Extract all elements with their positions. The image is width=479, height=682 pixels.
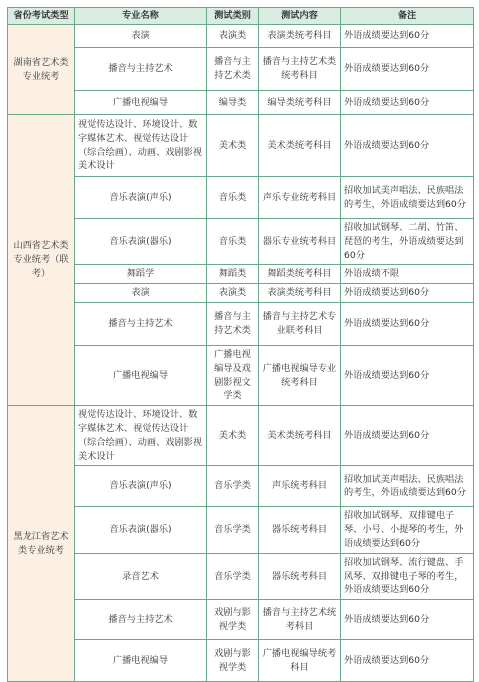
major-cell: 表演 <box>75 284 207 303</box>
category-cell: 播音与主持艺术类 <box>207 302 259 345</box>
content-cell: 表演类统考科目 <box>259 284 341 303</box>
category-cell: 音乐类 <box>207 219 259 265</box>
table-row <box>8 219 474 265</box>
major-cell: 表演 <box>75 25 207 48</box>
major-cell: 广播电视编导 <box>75 345 207 405</box>
table-row <box>8 406 474 466</box>
category-cell: 编导类 <box>207 91 259 115</box>
content-cell: 表演类统考科目 <box>259 25 341 48</box>
content-cell: 声乐统考科目 <box>259 466 341 507</box>
category-cell: 广播电视编导及戏剧影视文学类 <box>207 345 259 405</box>
category-cell: 音乐学类 <box>207 466 259 507</box>
table-row <box>8 553 474 599</box>
content-cell: 播音与主持艺术类统考科目 <box>259 48 341 91</box>
content-cell: 声乐专业统考科目 <box>259 177 341 219</box>
table-row <box>8 466 474 507</box>
table-row <box>8 115 474 177</box>
table-row <box>8 284 474 303</box>
table-row <box>8 48 474 91</box>
note-cell: 招收加试美声唱法、民族唱法的考生，外语成绩要达到60分 <box>341 466 474 507</box>
content-cell: 器乐统考科目 <box>259 507 341 553</box>
content-cell: 美术类统考科目 <box>259 115 341 177</box>
table-row <box>8 600 474 640</box>
category-cell: 戏剧与影视学类 <box>207 600 259 640</box>
table-row <box>8 25 474 48</box>
category-cell: 舞蹈类 <box>207 265 259 284</box>
note-cell: 外语成绩要达到60分 <box>341 48 474 91</box>
major-cell: 录音艺术 <box>75 553 207 599</box>
table-row <box>8 177 474 219</box>
header-major: 专业名称 <box>75 8 207 25</box>
note-cell: 外语成绩要达到60分 <box>341 91 474 115</box>
category-cell: 美术类 <box>207 115 259 177</box>
note-cell: 招收加试美声唱法、民族唱法的考生，外语成绩要达到60分 <box>341 177 474 219</box>
major-cell: 音乐表演(声乐) <box>75 466 207 507</box>
content-cell: 器乐专业统考科目 <box>259 219 341 265</box>
note-cell: 外语成绩要达到60分 <box>341 302 474 345</box>
major-cell: 播音与主持艺术 <box>75 302 207 345</box>
table-header-row <box>8 8 474 25</box>
note-cell: 外语成绩要达到60分 <box>341 640 474 682</box>
admission-table <box>7 7 474 682</box>
header-note: 备注 <box>341 8 474 25</box>
category-cell: 音乐学类 <box>207 553 259 599</box>
note-cell: 外语成绩要达到60分 <box>341 25 474 48</box>
note-cell: 外语成绩要达到60分 <box>341 600 474 640</box>
header-content: 测试内容 <box>259 8 341 25</box>
major-cell: 广播电视编导 <box>75 91 207 115</box>
note-cell: 外语成绩要达到60分 <box>341 406 474 466</box>
content-cell: 编导类统考科目 <box>259 91 341 115</box>
table-row <box>8 91 474 115</box>
category-cell: 播音与主持艺术类 <box>207 48 259 91</box>
category-cell: 表演类 <box>207 25 259 48</box>
province-cell: 黑龙江省艺术类专业统考 <box>8 406 75 682</box>
note-cell: 外语成绩要达到60分 <box>341 345 474 405</box>
content-cell: 舞蹈类统考科目 <box>259 265 341 284</box>
content-cell: 广播电视编导统考科目 <box>259 640 341 682</box>
category-cell: 表演类 <box>207 284 259 303</box>
content-cell: 美术类统考科目 <box>259 406 341 466</box>
content-cell: 播音与主持艺术专业联考科目 <box>259 302 341 345</box>
header-category: 测试类别 <box>207 8 259 25</box>
major-cell: 广播电视编导 <box>75 640 207 682</box>
major-cell: 播音与主持艺术 <box>75 600 207 640</box>
major-cell: 视觉传达设计、环境设计、数字媒体艺术、视觉传达设计（综合绘画）、动画、戏剧影视美术设计 <box>75 406 207 466</box>
category-cell: 音乐类 <box>207 177 259 219</box>
category-cell: 美术类 <box>207 406 259 466</box>
table-row <box>8 345 474 405</box>
major-cell: 音乐表演(器乐) <box>75 219 207 265</box>
major-cell: 舞蹈学 <box>75 265 207 284</box>
header-province: 省份考试类型 <box>8 8 75 25</box>
content-cell: 广播电视编导专业统考科目 <box>259 345 341 405</box>
note-cell: 外语成绩要达到60分 <box>341 115 474 177</box>
content-cell: 器乐统考科目 <box>259 553 341 599</box>
major-cell: 播音与主持艺术 <box>75 48 207 91</box>
major-cell: 音乐表演(器乐) <box>75 507 207 553</box>
note-cell: 招收加试钢琴、二胡、竹笛、琵琶的考生，外语成绩要达到60分 <box>341 219 474 265</box>
table-row <box>8 302 474 345</box>
table-row <box>8 640 474 682</box>
note-cell: 招收加试钢琴、流行键盘、手风琴、双排键电子琴的考生，外语成绩要达到60分 <box>341 553 474 599</box>
category-cell: 音乐学类 <box>207 507 259 553</box>
province-cell: 湖南省艺术类专业统考 <box>8 25 75 115</box>
note-cell: 外语成绩不限 <box>341 265 474 284</box>
note-cell: 外语成绩要达到60分 <box>341 284 474 303</box>
content-cell: 播音与主持艺术统考科目 <box>259 600 341 640</box>
table-row <box>8 507 474 553</box>
category-cell: 戏剧与影视学类 <box>207 640 259 682</box>
note-cell: 招收加试钢琴、双排键电子琴、小号、小提琴的考生，外语成绩要达到60分 <box>341 507 474 553</box>
major-cell: 视觉传达设计、环境设计、数字媒体艺术、视觉传达设计（综合绘画）、动画、戏剧影视美术设计 <box>75 115 207 177</box>
table-row <box>8 265 474 284</box>
major-cell: 音乐表演(声乐) <box>75 177 207 219</box>
province-cell: 山西省艺术类专业统考（联考） <box>8 115 75 406</box>
